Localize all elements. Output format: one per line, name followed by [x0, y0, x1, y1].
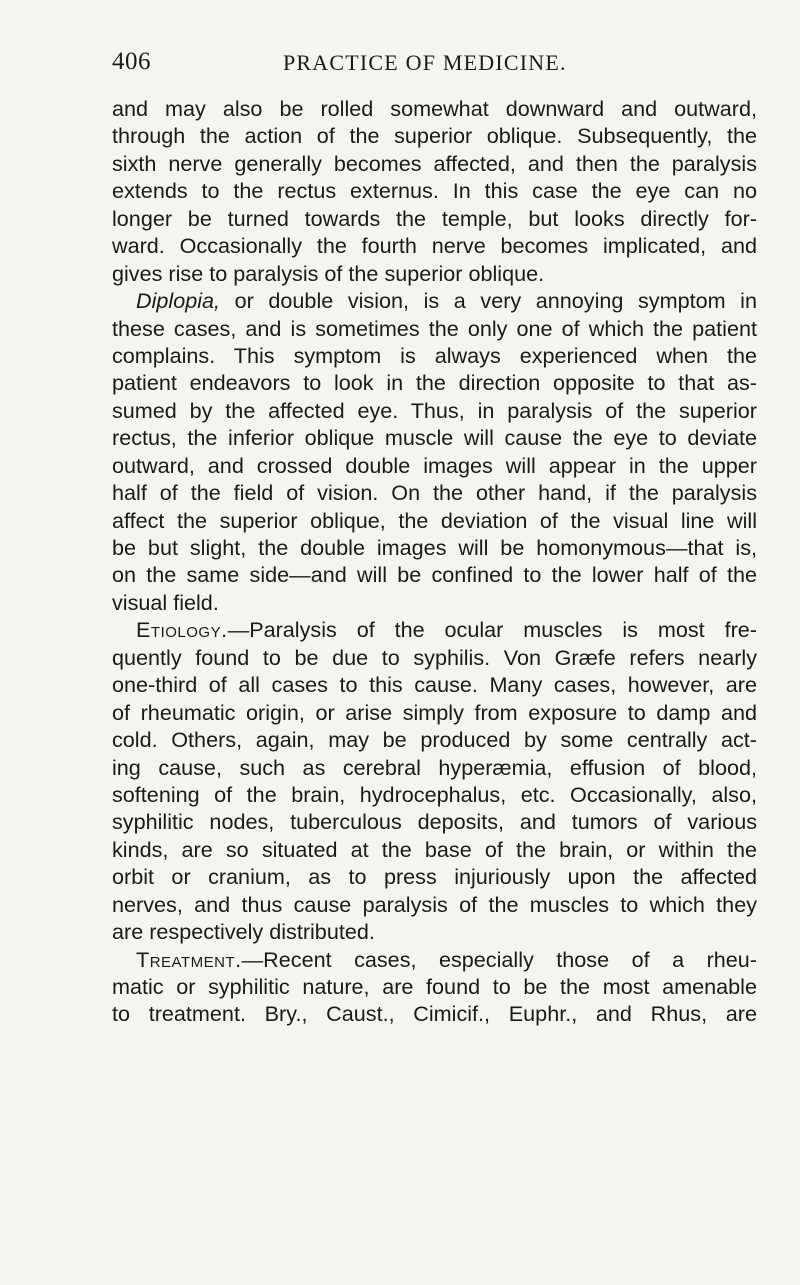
- text-line: [112, 946, 757, 973]
- text-line: [112, 287, 757, 314]
- paragraph-treatment: [112, 946, 757, 1028]
- text-line: visual field.: [112, 589, 219, 615]
- paragraph-diplopia: [112, 287, 757, 616]
- text-line: these cases, and is sometimes the only one of which the patient: [112, 315, 757, 341]
- text-line: softening of the brain, hydrocephalus, etc. Occasionally, also,: [112, 781, 757, 807]
- text-line: sumed by the affected eye. Thus, in paralysis of the superior: [112, 397, 757, 423]
- diplopia-term: Diplopia,: [136, 288, 221, 314]
- text-line: orbit or cranium, as to press injuriously upon the affected: [112, 864, 757, 890]
- text-line: be but slight, the double images will be homonymous—that is,: [112, 535, 757, 560]
- page-header: [0, 48, 800, 84]
- paragraph-etiology: [112, 616, 757, 945]
- text-line: gives rise to paralysis of the superior oblique.: [112, 260, 545, 286]
- text-line: and may also be rolled somewhat downward and outward,: [112, 96, 757, 121]
- text-line: on the same side—and will be confined to the lower half of the: [112, 562, 757, 588]
- text-line: kinds, are so situated at the base of the brain, or within the: [112, 836, 757, 862]
- paragraph-continuation: [112, 95, 757, 287]
- page-number: 406: [112, 48, 151, 75]
- text-line: affect the superior oblique, the deviation of the visual line will: [112, 507, 757, 533]
- text-line: one-third of all cases to this cause. Many cases, however, are: [112, 672, 757, 698]
- text-line: extends to the rectus externus. In this case the eye can no: [112, 178, 757, 204]
- text-run: —Paralysis of the ocular muscles is most fre-: [227, 617, 757, 643]
- body-text: [112, 95, 757, 1028]
- running-head: PRACTICE OF MEDICINE.: [283, 50, 567, 75]
- text-line: are respectively distributed.: [112, 919, 375, 945]
- text-line: to treatment. Bry., Caust., Cimicif., Euphr., and Rhus, are: [112, 1001, 757, 1027]
- text-line: rectus, the inferior oblique muscle will cause the eye to deviate: [112, 425, 757, 451]
- text-line: ward. Occasionally the fourth nerve becomes implicated, and: [112, 233, 757, 259]
- text-line: ing cause, such as cerebral hyperæmia, effusion of blood,: [112, 754, 757, 780]
- text-line: matic or syphilitic nature, are found to be the most amenable: [112, 974, 757, 999]
- treatment-heading: Treatment.: [136, 946, 242, 972]
- text-line: longer be turned towards the temple, but looks directly for-: [112, 205, 757, 231]
- text-line: outward, and crossed double images will appear in the upper: [112, 452, 757, 478]
- text-line: half of the field of vision. On the other hand, if the paralysis: [112, 480, 757, 506]
- text-line: syphilitic nodes, tuberculous deposits, and tumors of various: [112, 809, 757, 835]
- text-line: complains. This symptom is always experienced when the: [112, 342, 757, 368]
- text-line: patient endeavors to look in the direction opposite to that as-: [112, 370, 757, 396]
- text-run: —Recent cases, especially those of a rheu-: [241, 946, 757, 972]
- text-line: of rheumatic origin, or arise simply from exposure to damp and: [112, 699, 757, 725]
- text-line: quently found to be due to syphilis. Von Græfe refers nearly: [112, 644, 757, 670]
- text-line: sixth nerve generally becomes affected, and then the paralysis: [112, 150, 757, 176]
- text-line: cold. Others, again, may be produced by some centrally act-: [112, 727, 757, 753]
- text-line: nerves, and thus cause paralysis of the muscles to which they: [112, 891, 757, 917]
- text-line: [112, 616, 757, 643]
- text-line: through the action of the superior oblique. Subsequently, the: [112, 123, 757, 149]
- etiology-heading: Etiology.: [136, 617, 228, 643]
- text-run: or double vision, is a very annoying symptom in: [220, 288, 757, 314]
